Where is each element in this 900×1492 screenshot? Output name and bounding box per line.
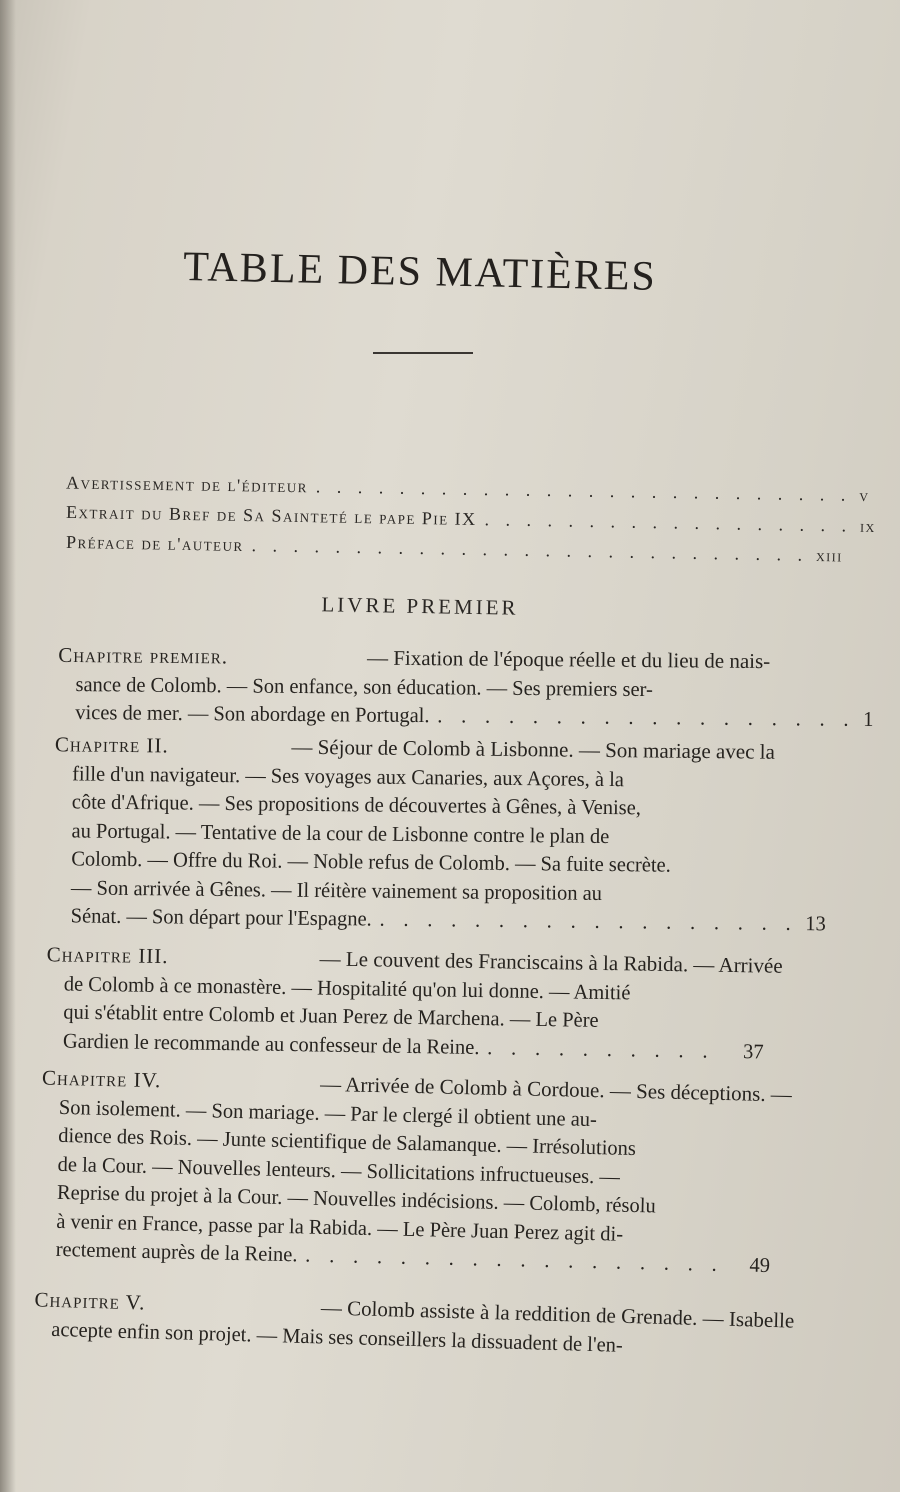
chapter-line: — Colomb assiste à la reddition de Grenade. — Isabelle [320, 1295, 795, 1333]
dot-leader: . . . . . . . . . . . . . . . . . . [305, 1242, 724, 1277]
chapter-line: Reprise du projet à la Cour. — Nouvelles indécisions. — Colomb, résolu [56, 1179, 657, 1218]
chapter-entry-4 [38, 1064, 792, 1280]
chapter-line: rectement auprès de la Reine. [55, 1236, 298, 1267]
chapter-line: qui s'établit entre Colomb et Juan Perez de Marchena. — Le Père [63, 999, 599, 1032]
chapter-line: fille d'un navigateur. — Ses voyages aux Canaries, aux Açores, à la [72, 760, 625, 791]
page-edge-shadow [0, 0, 16, 1492]
page-title: TABLE DES MATIÈRES [182, 244, 658, 300]
chapter-line: Son isolement. — Son mariage. — Par le clergé il obtient une au- [58, 1094, 598, 1131]
dot-leader: . . . . . . . . . . . . . . . . . . [379, 906, 798, 936]
dot-leader: . . . . . . . . . . . . . . . . . . . . . . . . . . . [251, 535, 809, 565]
chapter-label: Chapitre III. [46, 942, 169, 969]
chapter-line: côte d'Afrique. — Ses propositions de découvertes à Gênes, à Venise, [71, 789, 642, 820]
chapter-page: 1 [863, 706, 874, 732]
chapter-entry-3 [45, 940, 783, 1066]
chapter-line: à venir en France, passe par la Rabida. — Le Père Juan Perez agit di- [56, 1208, 624, 1246]
chapter-line: sance de Colomb. — Son enfance, son éducation. — Ses premiers ser- [75, 671, 653, 701]
toc-entry-avertissement [65, 472, 870, 506]
chapter-page: 49 [749, 1252, 771, 1278]
toc-entry-extrait [65, 501, 876, 537]
dot-leader: . . . . . . . . . . . . . . . . . . [437, 703, 856, 731]
toc-entry-label: Avertissement de l'éditeur [65, 472, 309, 497]
chapter-entry-2 [53, 730, 826, 937]
chapter-line: de la Cour. — Nouvelles lenteurs. — Sollicitations infructueuses. — [57, 1151, 621, 1189]
chapter-line: de Colomb à ce monastère. — Hospitalité qu'on lui donne. — Amitié [63, 970, 631, 1004]
dot-leader: . . . . . . . . . . [487, 1034, 715, 1063]
chapter-line: — Le couvent des Franciscains à la Rabida. — Arrivée [319, 946, 783, 978]
chapter-page: 37 [742, 1038, 764, 1063]
chapter-page: 13 [805, 911, 826, 936]
chapter-entry-1 [58, 641, 874, 733]
chapter-line: Gardien le recommande au confesseur de la Reine. [62, 1027, 480, 1059]
chapter-label: Chapitre II. [54, 732, 169, 758]
toc-entry-label: Préface de l'auteur [65, 531, 244, 555]
toc-entry-label: Extrait du Bref de Sa Sainteté le pape Pie IX [65, 501, 477, 530]
chapter-entry-5 [33, 1285, 794, 1363]
chapter-line: au Portugal. — Tentative de la cour de Lisbonne contre le plan de [71, 817, 610, 848]
dot-leader: . . . . . . . . . . . . . . . . . . . . . . . . . . [315, 476, 852, 505]
chapter-line: — Son arrivée à Gênes. — Il réitère vainement sa proposition au [70, 874, 603, 905]
chapter-line: Colomb. — Offre du Roi. — Noble refus de Colomb. — Sa fuite secrète. [71, 846, 671, 877]
chapter-label: Chapitre V. [34, 1287, 146, 1315]
title-rule [373, 352, 473, 354]
chapter-line: — Arrivée de Colomb à Cordoue. — Ses déceptions. — [319, 1071, 793, 1107]
dot-leader: . . . . . . . . . . . . . . . . . . [484, 509, 853, 536]
chapter-line: accepte enfin son projet. — Mais ses conseillers la dissuadent de l'en- [50, 1316, 624, 1357]
chapter-line: vices de mer. — Son abordage en Portugal. [75, 700, 430, 728]
chapter-label: Chapitre premier. [58, 642, 229, 669]
toc-entry-page: ix [859, 516, 876, 537]
chapter-label: Chapitre IV. [41, 1065, 162, 1093]
chapter-line: — Fixation de l'époque réelle et du lieu de nais- [366, 645, 771, 674]
chapter-line: dience des Rois. — Junte scientifique de Salamanque. — Irrésolutions [58, 1122, 637, 1161]
chapter-line: Sénat. — Son départ pour l'Espagne. [70, 903, 372, 931]
chapter-line: — Séjour de Colomb à Lisbonne. — Son mariage avec la [291, 734, 776, 764]
toc-entry-page: v [859, 485, 870, 506]
section-heading-livre: LIVRE PREMIER [321, 592, 519, 620]
toc-entry-preface [65, 531, 843, 566]
toc-entry-page: xiii [815, 545, 843, 566]
